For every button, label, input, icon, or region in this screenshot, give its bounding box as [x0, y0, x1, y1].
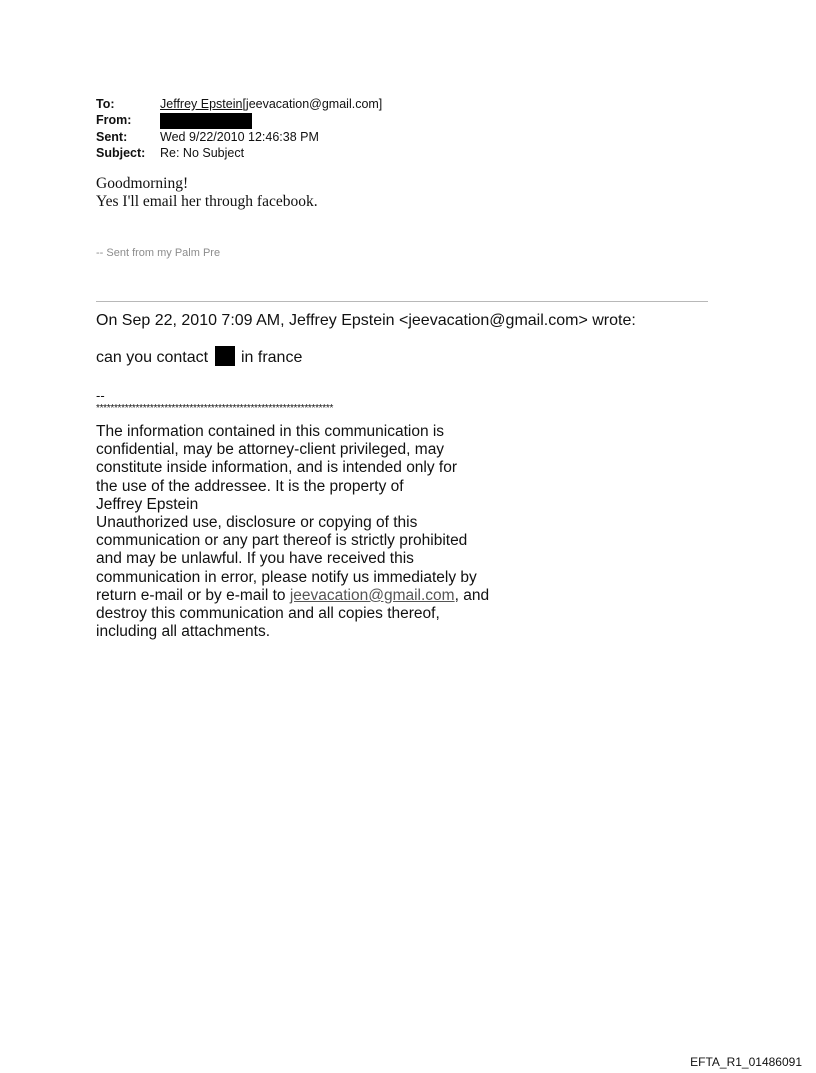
to-row — [96, 97, 382, 113]
link-suffix: , and — [454, 586, 490, 604]
to-name: Jeffrey Epstein — [160, 97, 243, 111]
quoted-message — [96, 346, 302, 367]
disclaimer-line-with-link — [96, 587, 526, 605]
disclaimer-line: the use of the addressee. It is the property of — [96, 477, 404, 495]
to-email: [jeevacation@gmail.com] — [242, 97, 383, 111]
sent-row — [96, 130, 382, 146]
document-id: EFTA_R1_01486091 — [690, 1055, 802, 1069]
disclaimer-line: communication in error, please notify us immediately by — [96, 568, 477, 586]
confidentiality-disclaimer — [96, 423, 526, 641]
body-line-reply: Yes I'll email her through facebook. — [96, 193, 318, 210]
asterisk-separator: ****************************************************************** — [96, 403, 334, 414]
link-prefix: return e-mail or by e-mail to — [96, 586, 290, 604]
from-redaction-block — [160, 113, 252, 129]
name-redaction-block — [215, 346, 235, 366]
subject-value: Re: No Subject — [160, 145, 245, 160]
from-value — [160, 113, 252, 131]
subject-label: Subject: — [96, 145, 146, 160]
to-value — [160, 97, 382, 113]
from-label: From: — [96, 112, 132, 127]
disclaimer-line: including all attachments. — [96, 623, 271, 641]
quoted-header: On Sep 22, 2010 7:09 AM, Jeffrey Epstein <jeevacation@gmail.com> wrote: — [96, 312, 636, 329]
disclaimer-line: The information contained in this communication is — [96, 423, 445, 440]
to-label: To: — [96, 97, 115, 111]
disclaimer-line: Unauthorized use, disclosure or copying of this — [96, 514, 418, 532]
disclaimer-line: communication or any part thereof is strictly prohibited — [96, 532, 468, 550]
email-link[interactable]: jeevacation@gmail.com — [289, 586, 455, 604]
from-row — [96, 113, 382, 131]
quoted-message-end: in france — [240, 349, 303, 366]
disclaimer-line: destroy this communication and all copies thereof, — [96, 605, 440, 623]
quoted-message-start: can you contact — [96, 349, 209, 366]
disclaimer-line: constitute inside information, and is intended only for — [96, 459, 458, 477]
signature-dash: -- — [96, 388, 105, 403]
sent-value: Wed 9/22/2010 12:46:38 PM — [160, 130, 319, 144]
disclaimer-line: confidential, may be attorney-client privileged, may — [96, 441, 445, 459]
subject-row — [96, 146, 382, 162]
device-signature: -- Sent from my Palm Pre — [96, 247, 221, 259]
email-header — [96, 97, 382, 161]
disclaimer-line: and may be unlawful. If you have received this — [96, 550, 414, 568]
quote-divider — [96, 301, 708, 302]
body-line-greeting: Goodmorning! — [96, 175, 189, 192]
message-body — [96, 175, 318, 211]
disclaimer-line: Jeffrey Epstein — [96, 495, 199, 513]
sent-label: Sent: — [96, 130, 128, 144]
